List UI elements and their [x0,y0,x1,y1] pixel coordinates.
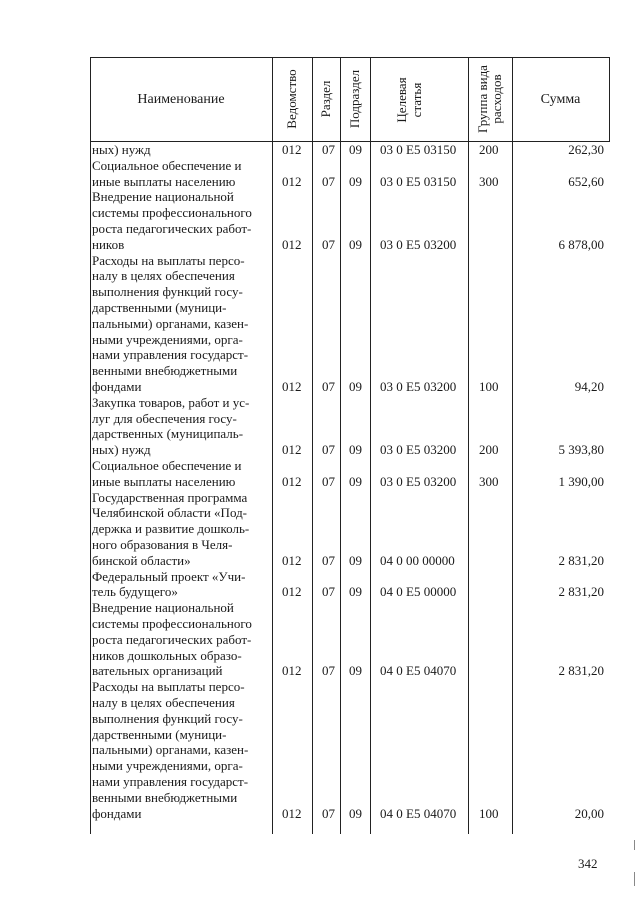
row-razdel: 07 [322,442,335,458]
row-razdel: 07 [322,473,335,489]
row-name-line: иные выплаты населению [92,473,236,489]
row-summa: 2 831,20 [558,663,604,679]
row-celevaya: 04 0 E5 04070 [380,805,457,821]
row-name-line: ного образования в Челя- [92,536,233,552]
row-gruppa: 200 [479,442,499,458]
row-name [92,395,268,458]
row-gruppa: 200 [479,142,499,157]
scan-mark [634,872,635,886]
row-summa: 5 393,80 [558,442,604,458]
row-name-line: выполнения функций госу- [92,284,243,300]
row-ved: 012 [282,663,302,679]
row-celevaya: 03 0 E5 03200 [380,473,457,489]
row-name-line: вательных организаций [92,663,223,679]
row-ved: 012 [282,473,302,489]
row-podrazdel: 09 [349,805,362,821]
table-row [90,600,610,679]
row-summa: 94,20 [574,378,604,394]
row-name-line: венными внебюджетными [92,363,238,379]
row-name-line: луг для обеспечения госу- [92,410,237,426]
row-name-line: Расходы на выплаты персо- [92,252,245,268]
row-name-line: пальными) органами, казен- [92,315,249,331]
row-summa: 2 831,20 [558,584,604,600]
row-name-line: Расходы на выплаты персо- [92,679,245,695]
row-name-line: ными учреждениями, орга- [92,758,243,774]
row-celevaya: 04 0 E5 04070 [380,663,457,679]
row-name-line: выполнения функций госу- [92,710,243,726]
row-name-line: фондами [92,805,142,821]
row-name-line: дарственных (муниципаль- [92,426,244,442]
row-razdel: 07 [322,805,335,821]
row-name-line: налу в целях обеспечения [92,694,235,710]
page-number: 342 [578,856,598,871]
row-ved: 012 [282,805,302,821]
row-ved: 012 [282,378,302,394]
row-celevaya: 03 0 E5 03200 [380,236,457,252]
row-name [92,189,268,252]
row-ved: 012 [282,142,302,157]
row-name-line: Государственная программа [92,489,248,505]
row-summa: 652,60 [568,173,604,189]
row-gruppa: 300 [479,473,499,489]
row-name-line: ников дошкольных образо- [92,647,242,663]
row-name-line: тель будущего» [92,584,178,600]
row-name-line: роста педагогических работ- [92,220,252,236]
row-name [92,253,268,395]
row-celevaya: 03 0 E5 03200 [380,442,457,458]
row-summa: 262,30 [568,142,604,157]
header-celevaya: Целевая статья [394,77,424,123]
row-podrazdel: 09 [349,142,362,157]
row-razdel: 07 [322,236,335,252]
row-summa: 6 878,00 [558,236,604,252]
table-row [90,395,610,458]
row-name-line: Внедрение национальной [92,600,234,616]
row-ved: 012 [282,173,302,189]
row-gruppa: 100 [479,805,499,821]
row-razdel: 07 [322,552,335,568]
row-name [92,458,268,490]
header-gruppa: Группа вида расходов [475,65,504,133]
row-name-line: Челябинской области «Под- [92,505,248,521]
row-name-line: нами управления государст- [92,347,249,363]
table-row [90,158,610,190]
table-row [90,142,610,158]
row-name-line: системы профессионального [92,205,252,221]
row-podrazdel: 09 [349,552,362,568]
row-celevaya: 03 0 E5 03150 [380,173,457,189]
row-name-line: ных) нужд [92,142,151,157]
row-gruppa: 300 [479,173,499,189]
row-podrazdel: 09 [349,584,362,600]
row-name-line: Федеральный проект «Учи- [92,568,246,584]
row-name-line: системы профессионального [92,615,252,631]
row-name [92,142,268,158]
header-summa: Сумма [540,92,581,107]
header-ved: Ведомство [284,69,299,129]
row-name [92,679,268,821]
row-name-line: венными внебюджетными [92,789,238,805]
row-podrazdel: 09 [349,663,362,679]
row-name-line: бинской области» [92,552,191,568]
row-summa: 1 390,00 [558,473,604,489]
row-celevaya: 03 0 E5 03200 [380,378,457,394]
row-ved: 012 [282,442,302,458]
header-podrazdel: Подраздел [347,69,362,129]
col-border [609,57,610,141]
row-razdel: 07 [322,142,335,157]
row-ved: 012 [282,236,302,252]
row-summa: 20,00 [574,805,604,821]
row-name-line: дарственными (муници- [92,726,227,742]
row-ved: 012 [282,552,302,568]
row-name [92,490,268,569]
row-celevaya: 04 0 E5 00000 [380,584,457,600]
row-name [92,600,268,679]
row-razdel: 07 [322,663,335,679]
table-row [90,253,610,395]
row-name-line: дарственными (муници- [92,299,227,315]
row-name-line: пальными) органами, казен- [92,742,249,758]
row-podrazdel: 09 [349,173,362,189]
table-row [90,679,610,821]
row-name-line: роста педагогических работ- [92,631,252,647]
row-name-line: ных) нужд [92,442,151,458]
row-podrazdel: 09 [349,473,362,489]
row-gruppa: 100 [479,378,499,394]
header-name: Наименование [137,92,225,107]
table-row [90,458,610,490]
row-razdel: 07 [322,173,335,189]
row-name-line: налу в целях обеспечения [92,268,235,284]
row-name-line: Внедрение национальной [92,189,234,205]
row-name-line: Социальное обеспечение и [92,157,242,173]
row-razdel: 07 [322,378,335,394]
row-name-line: фондами [92,378,142,394]
row-name-line: иные выплаты населению [92,173,236,189]
row-name-line: ными учреждениями, орга- [92,331,243,347]
row-name-line: Социальное обеспечение и [92,458,242,473]
row-name-line: Закупка товаров, работ и ус- [92,394,250,410]
row-celevaya: 04 0 00 00000 [380,552,455,568]
row-ved: 012 [282,584,302,600]
row-name-line: нами управления государст- [92,773,249,789]
table-top-border [90,57,610,58]
budget-table [90,57,610,834]
table-row [90,569,610,601]
row-name-line: ников [92,236,125,252]
row-podrazdel: 09 [349,378,362,394]
row-summa: 2 831,20 [558,552,604,568]
row-celevaya: 03 0 E5 03150 [380,142,457,157]
row-razdel: 07 [322,584,335,600]
row-podrazdel: 09 [349,442,362,458]
table-row [90,490,610,569]
row-podrazdel: 09 [349,236,362,252]
row-name-line: держка и развитие дошколь- [92,521,250,537]
scan-mark [634,840,635,850]
table-row [90,189,610,252]
header-razdel: Раздел [318,80,333,118]
row-name [92,158,268,190]
row-name [92,569,268,601]
